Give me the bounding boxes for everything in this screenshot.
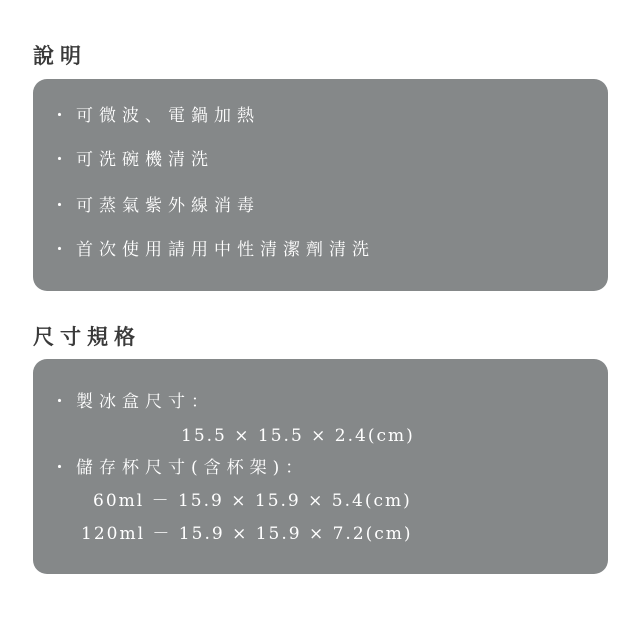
description-item-dishwasher: ・ 可洗碗機清洗 bbox=[51, 150, 214, 170]
storage-cup-size-label: ・ 儲存杯尺寸(含杯架)： bbox=[51, 458, 309, 478]
bullet-icon: ・ bbox=[51, 240, 74, 260]
ice-tray-size-label: ・ 製冰盒尺寸： bbox=[51, 392, 214, 412]
storage-cup-60ml-dimensions: 60ml － 15.9 × 15.9 × 5.4(cm) bbox=[93, 491, 412, 511]
bullet-icon: ・ bbox=[51, 150, 74, 170]
bullet-icon: ・ bbox=[51, 458, 74, 478]
bullet-icon: ・ bbox=[51, 196, 74, 216]
description-panel bbox=[33, 79, 608, 291]
section-title-description: 說明 bbox=[33, 43, 87, 68]
description-item-microwave: ・ 可微波、電鍋加熱 bbox=[51, 106, 260, 126]
specs-panel bbox=[33, 359, 608, 574]
bullet-icon: ・ bbox=[51, 106, 74, 126]
section-title-specs: 尺寸規格 bbox=[33, 324, 141, 349]
ice-tray-dimensions: 15.5 × 15.5 × 2.4(cm) bbox=[181, 426, 415, 446]
bullet-icon: ・ bbox=[51, 392, 74, 412]
description-item-sterilize: ・ 可蒸氣紫外線消毒 bbox=[51, 196, 260, 216]
description-item-first-use: ・ 首次使用請用中性清潔劑清洗 bbox=[51, 240, 375, 260]
storage-cup-120ml-dimensions: 120ml － 15.9 × 15.9 × 7.2(cm) bbox=[81, 524, 413, 544]
